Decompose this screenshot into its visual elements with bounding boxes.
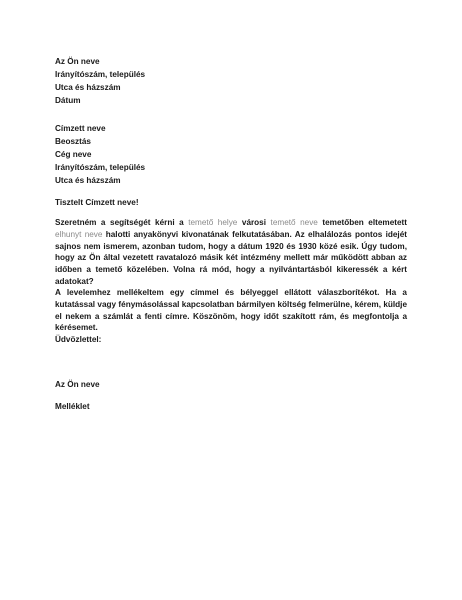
sender-street: Utca és házszám [55,83,121,92]
enclosure-block [55,400,415,413]
recipient-name: Címzett neve [55,124,106,133]
enclosure-label: Melléklet [55,402,90,411]
sender-name: Az Ön neve [55,57,100,66]
p2-text: A levelemhez mellékeltem egy címmel és bélyeggel ellátott válaszborítékot. Ha a kutatással vagy fénymásolással kapcsolatban bármilyen költség felmerülne, kérem, küldje el nekem a számlát a fenti címre. Köszönöm, hogy időt szakított rám, és megfontolja a kérésemet. [55,288,407,333]
recipient-street: Utca és házszám [55,176,121,185]
p1-text-1: Szeretném a segítségét kérni a [55,218,189,227]
p1-text-2: városi [237,218,271,227]
p1-text-4: halotti anyakönyvi kivonatának felkutatásában. Az elhalálozás pontos idejét sajnos nem ismerem, azonban tudom, hogy a dátum 1920 és 1930 közé esik. Úgy tudom, hogy az Ön által vezetett ravatalozó másik két intézmény mellett már működött abban az időben a temető közelében. Volna rá mód, hogy a nyilvántartásból kikeressék a kért adatokat? [55,229,407,286]
placeholder-deceased-name: elhunyt neve [55,229,103,239]
body-paragraph-2 [55,287,407,334]
sender-zip-city: Irányítószám, település [55,70,146,79]
recipient-company: Cég neve [55,150,92,159]
sender-address-block [55,55,415,107]
recipient-title: Beosztás [55,137,91,146]
recipient-address-block [55,122,415,187]
placeholder-cemetery-name: temető neve [270,218,318,227]
body-paragraph-1 [55,217,407,288]
greeting-text: Tisztelt Címzett neve! [55,198,139,207]
placeholder-cemetery-location: temető helye [188,218,238,227]
signature-block [55,378,415,391]
closing [55,333,415,346]
p1-text-3: temetőben eltemetett [317,218,407,227]
letter-date: Dátum [55,96,81,105]
greeting [55,196,415,209]
closing-text: Üdvözlettel: [55,335,102,344]
signature-name: Az Ön neve [55,380,100,389]
recipient-zip-city: Irányítószám, település [55,163,146,172]
